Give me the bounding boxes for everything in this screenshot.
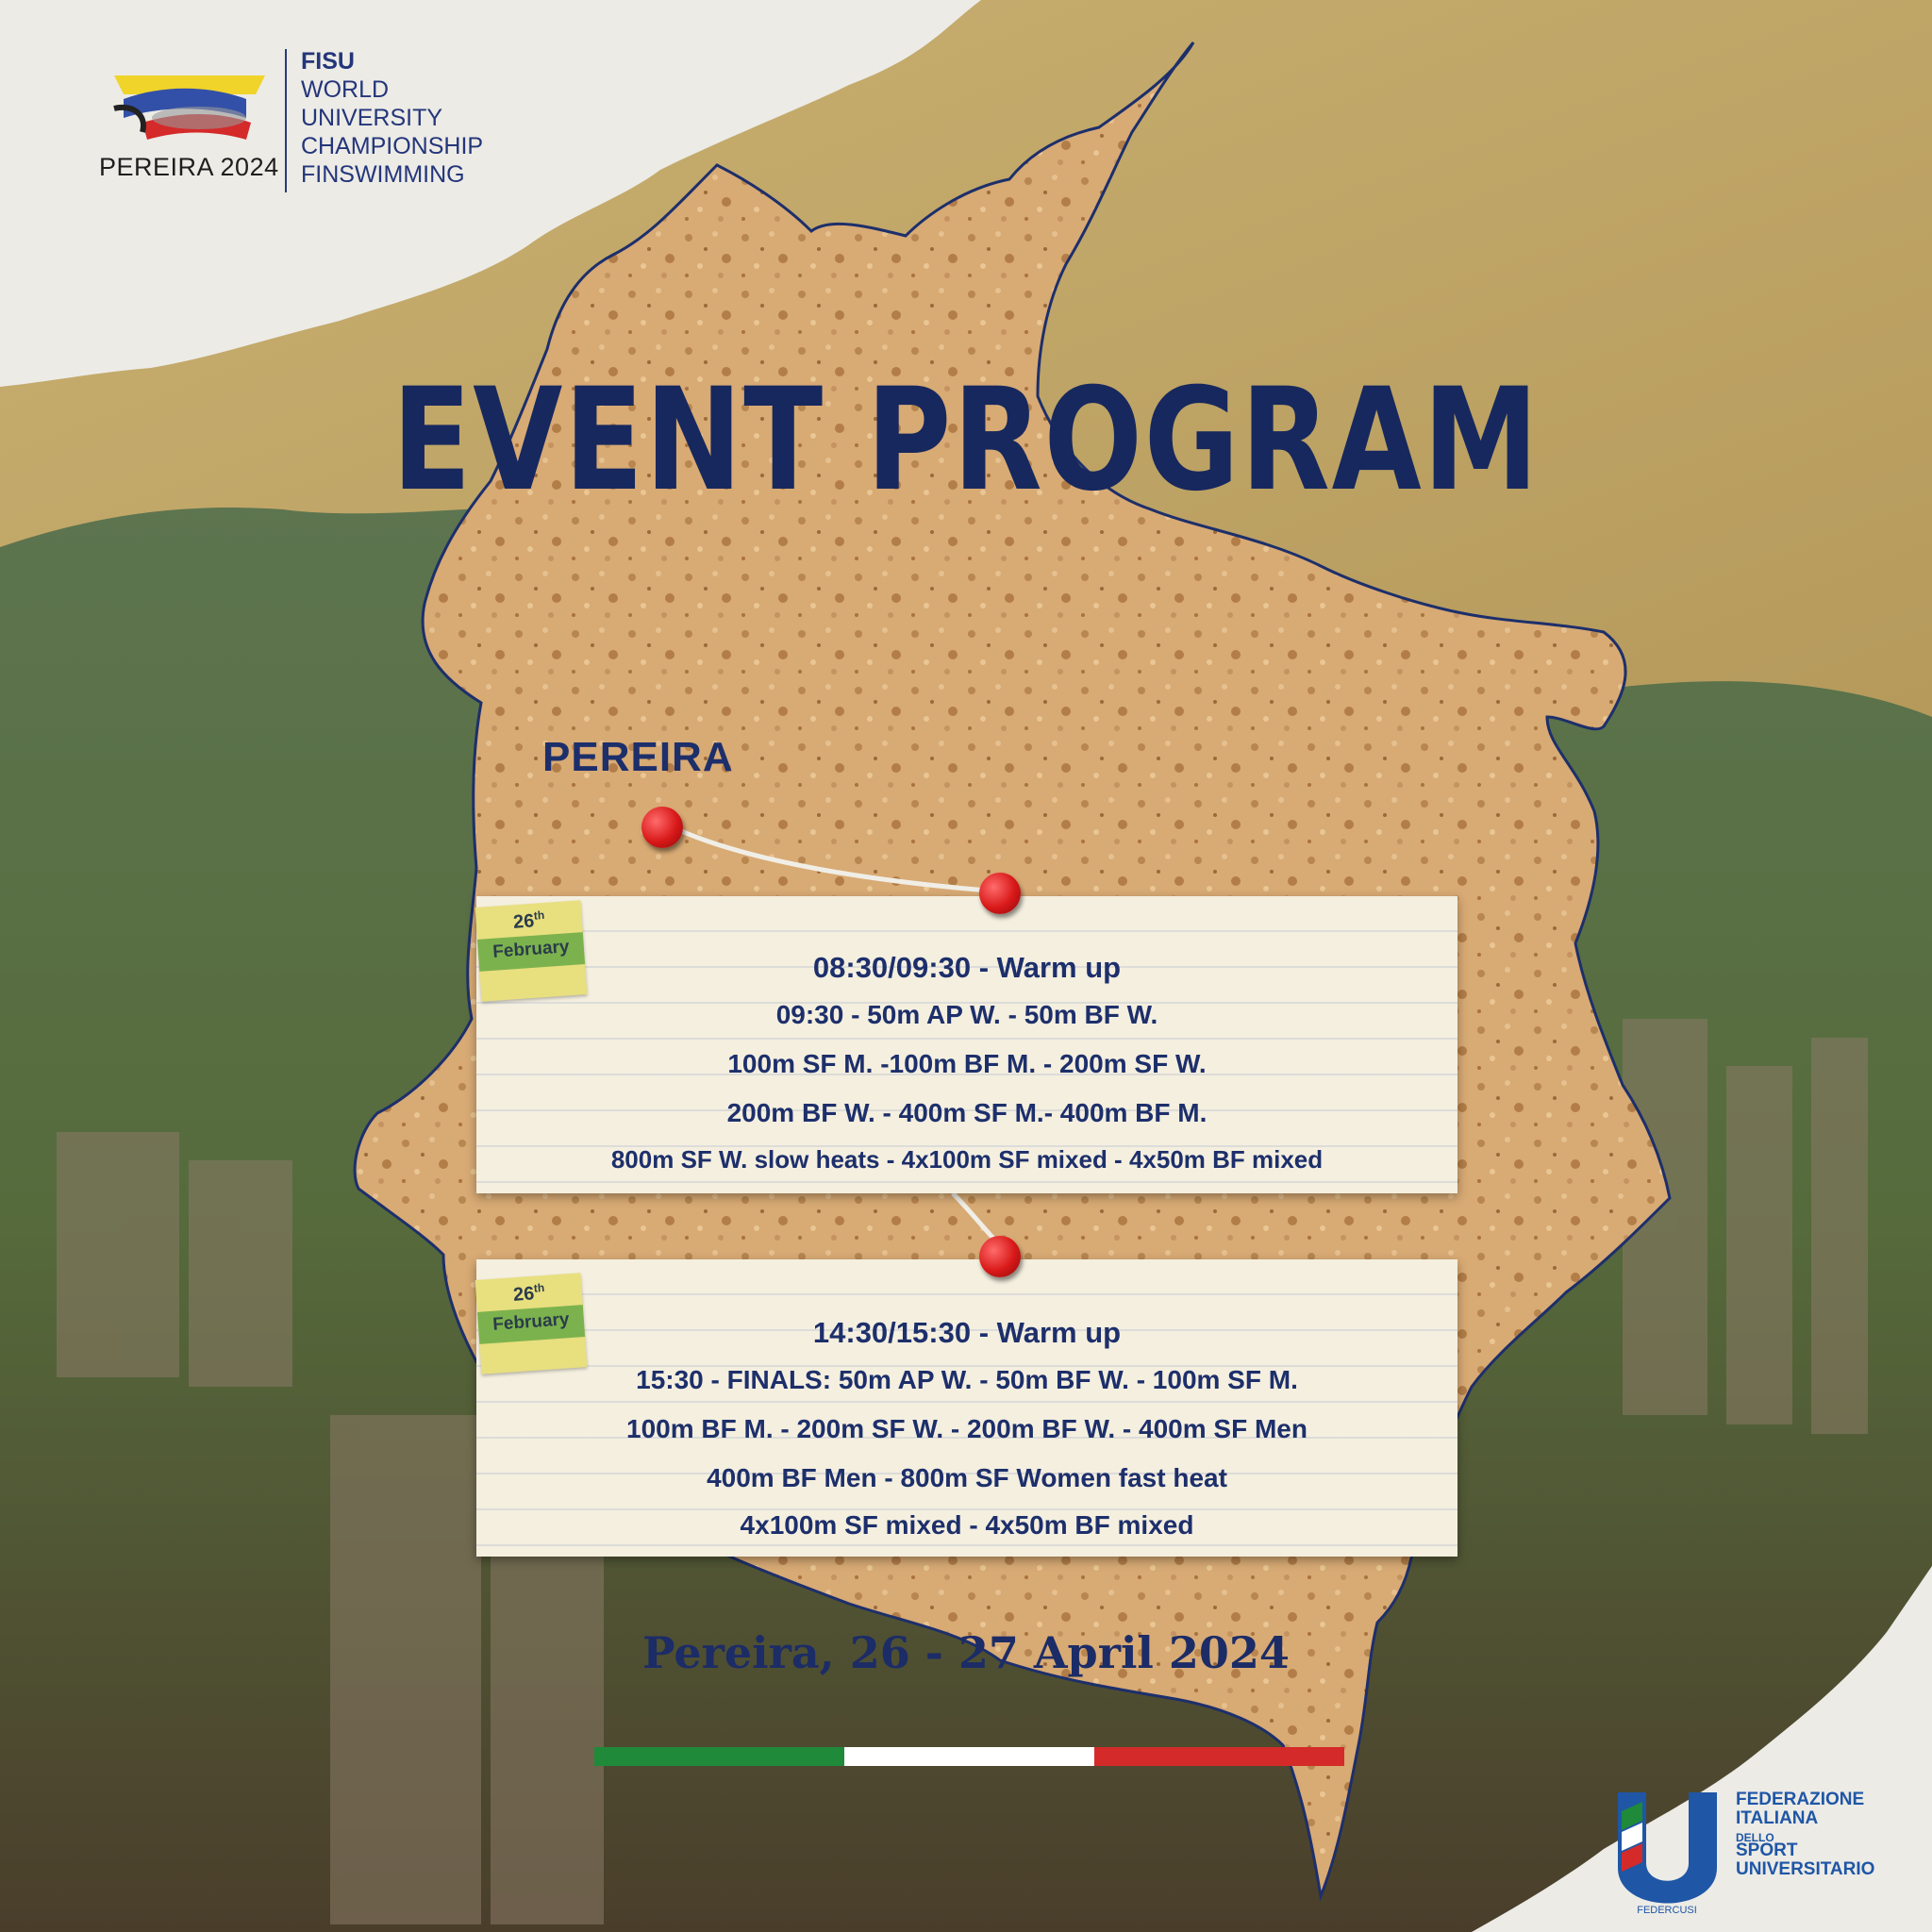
federcusi-u-emblem-icon	[1608, 1774, 1726, 1924]
schedule-line: 200m BF W. - 400m SF M.- 400m BF M.	[726, 1098, 1208, 1127]
note-pin-icon	[979, 1236, 1021, 1277]
fisu-line-university: UNIVERSITY	[301, 105, 443, 131]
date-month: February	[491, 1309, 571, 1335]
schedule-line: 100m SF M. -100m BF M. - 200m SF W.	[727, 1049, 1207, 1078]
fisu-line-finswimming: FINSWIMMING	[301, 161, 465, 188]
federation-line: SPORT	[1736, 1840, 1798, 1860]
pereira-2024-emblem-icon	[105, 47, 275, 146]
federation-line: UNIVERSITARIO	[1736, 1859, 1875, 1879]
date-day: 26th	[512, 1280, 545, 1306]
schedule-line: 800m SF W. slow heats - 4x100m SF mixed - 4x50m BF mixed	[610, 1145, 1324, 1174]
session-card	[476, 1259, 1457, 1557]
federation-logo	[1608, 1774, 1929, 1924]
flag-white	[844, 1747, 1094, 1766]
schedule-line: 4x100m SF mixed - 4x50m BF mixed	[740, 1510, 1194, 1540]
fisu-title: FISU	[301, 48, 355, 75]
session-card	[476, 896, 1457, 1193]
federation-line: ITALIANA	[1736, 1808, 1819, 1828]
schedule-line: 08:30/09:30 - Warm up	[812, 951, 1122, 984]
schedule-line: 100m BF M. - 200m SF W. - 200m BF W. - 400m SF Men	[626, 1414, 1307, 1443]
federation-line: FEDERAZIONE	[1736, 1790, 1865, 1809]
flag-green	[594, 1747, 844, 1766]
italian-flag-band	[594, 1747, 1344, 1766]
date-day: 26th	[512, 908, 545, 933]
federation-line: DELLO	[1736, 1831, 1774, 1844]
emblem-text: FEDERCUSI	[1637, 1905, 1697, 1916]
flag-red	[1094, 1747, 1344, 1766]
map-city-label: PEREIRA	[542, 734, 734, 780]
schedule-line: 09:30 - 50m AP W. - 50m BF W.	[775, 1000, 1158, 1029]
championship-logo	[99, 47, 514, 208]
fisu-line-world: WORLD	[301, 76, 390, 103]
fisu-line-championship: CHAMPIONSHIP	[301, 133, 484, 159]
event-dates: Pereira, 26 - 27 April 2024	[642, 1627, 1290, 1678]
schedule-line: 14:30/15:30 - Warm up	[812, 1316, 1122, 1349]
note-pin-icon	[979, 873, 1021, 914]
logo-divider	[285, 49, 287, 192]
schedule-line: 15:30 - FINALS: 50m AP W. - 50m BF W. - 100m SF M.	[636, 1365, 1298, 1394]
date-month: February	[491, 937, 571, 962]
event-name-label: PEREIRA 2024	[99, 153, 279, 181]
map-pin-icon	[641, 807, 683, 848]
schedule-line: 400m BF Men - 800m SF Women fast heat	[707, 1463, 1227, 1492]
page-title: EVENT PROGRAM	[391, 358, 1541, 523]
